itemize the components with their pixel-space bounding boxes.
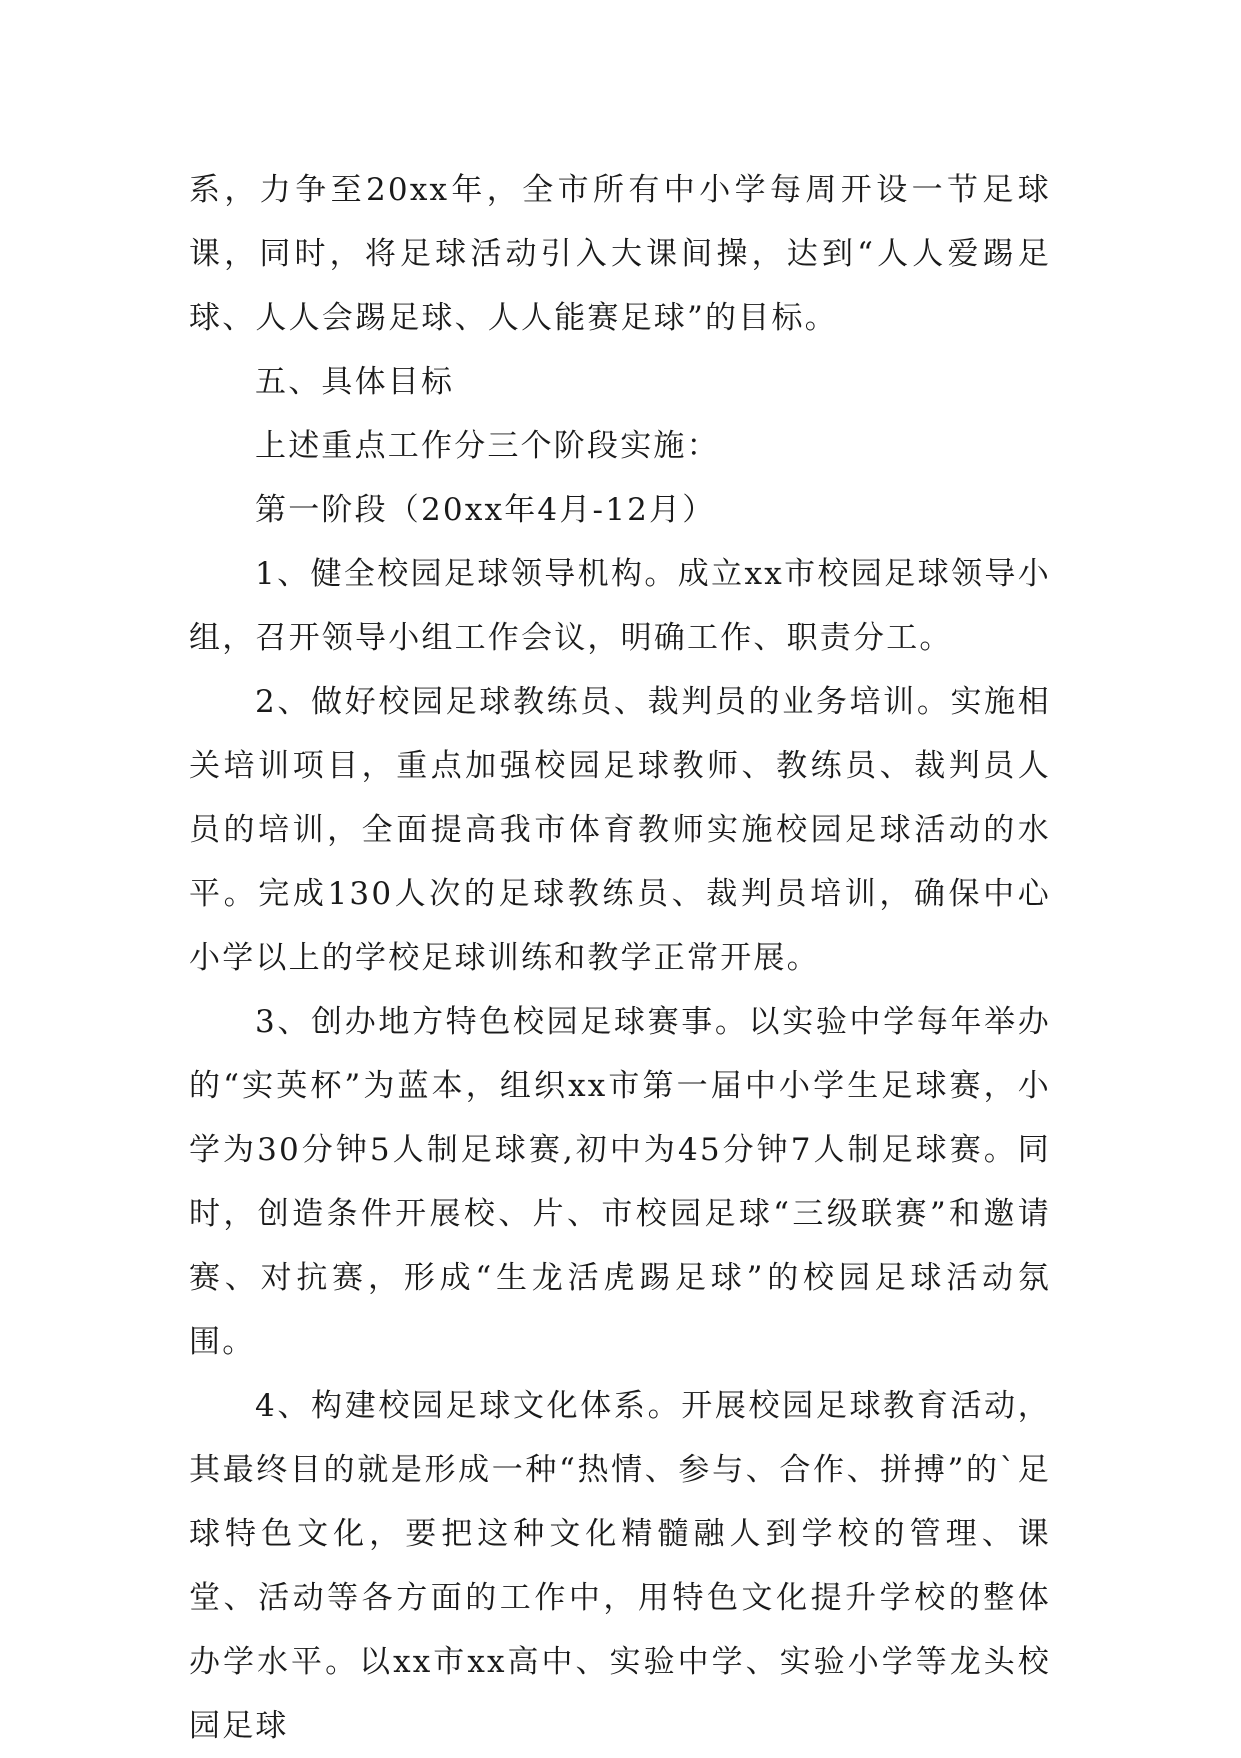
paragraph-item-1: 1、健全校园足球领导机构。成立xx市校园足球领导小组，召开领导小组工作会议，明确工作、职责分工。 xyxy=(189,556,1051,656)
paragraph-item-4: 4、构建校园足球文化体系。开展校园足球教育活动，其最终目的就是形成一种“热情、参与、合作、拼搏”的`足球特色文化，要把这种文化精髓融人到学校的管理、课堂、活动等各方面的工作中，用特色文化提升学校的整体办学水平。以xx市xx高中、实验中学、实验小学等龙头校园足球 xyxy=(189,1388,1051,1744)
paragraph-item-3: 3、创办地方特色校园足球赛事。以实验中学每年举办的“实英杯”为蓝本，组织xx市第一届中小学生足球赛，小学为30分钟5人制足球赛,初中为45分钟7人制足球赛。同时，创造条件开展校、片、市校园足球“三级联赛”和邀请赛、对抗赛，形成“生龙活虎踢足球”的校园足球活动氛围。 xyxy=(189,1004,1051,1360)
heading-specific-goals: 五、具体目标 xyxy=(255,364,455,400)
document-body xyxy=(189,158,1051,1758)
paragraph-three-stages: 上述重点工作分三个阶段实施： xyxy=(255,428,720,464)
paragraph-item-2: 2、做好校园足球教练员、裁判员的业务培训。实施相关培训项目，重点加强校园足球教师、教练员、裁判员人员的培训，全面提高我市体育教师实施校园足球活动的水平。完成130人次的足球教练员、裁判员培训，确保中心小学以上的学校足球训练和教学正常开展。 xyxy=(189,684,1051,976)
paragraph-goal-continuation: 系，力争至20xx年，全市所有中小学每周开设一节足球课，同时，将足球活动引入大课间操，达到“人人爱踢足球、人人会踢足球、人人能赛足球”的目标。 xyxy=(189,172,1051,336)
heading-stage-one: 第一阶段（20xx年4月-12月） xyxy=(255,492,716,528)
